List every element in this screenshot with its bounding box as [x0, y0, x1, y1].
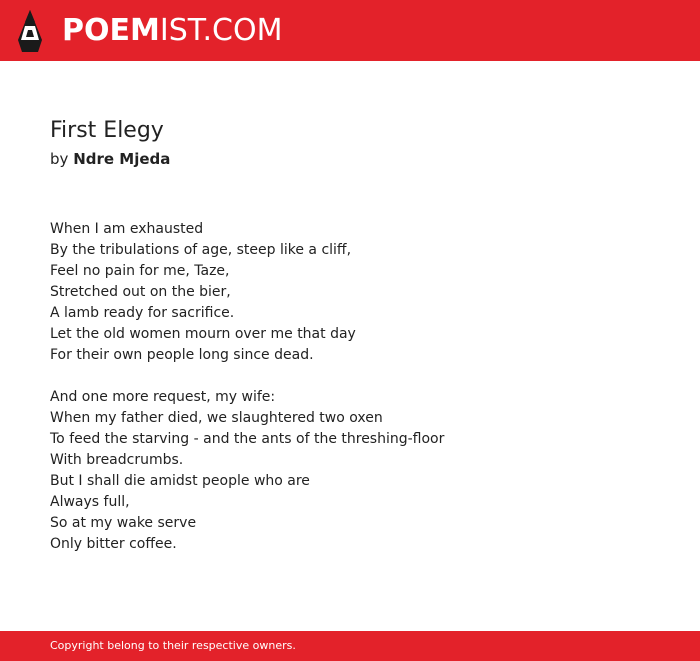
- logo-text-light: IST.COM: [159, 13, 283, 48]
- poem-body: [50, 219, 670, 576]
- poem-line: With breadcrumbs.: [50, 452, 184, 468]
- author-name: Ndre Mjeda: [73, 150, 171, 168]
- byline: [50, 148, 170, 170]
- poem-line: But I shall die amidst people who are: [50, 473, 310, 489]
- poem-line: Let the old women mourn over me that day: [50, 326, 356, 342]
- by-label: by: [50, 150, 69, 168]
- poem-line: By the tribulations of age, steep like a cliff,: [50, 242, 352, 258]
- poem-line: To feed the starving - and the ants of the threshing-floor: [50, 431, 445, 447]
- pencil-icon[interactable]: [18, 10, 42, 52]
- site-footer: [0, 631, 700, 661]
- poem-line: When I am exhausted: [50, 221, 204, 237]
- stanza: [50, 387, 670, 555]
- site-header: [0, 0, 700, 61]
- poem-line: Feel no pain for me, Taze,: [50, 263, 230, 279]
- site-logo[interactable]: [62, 11, 282, 51]
- poem-line: And one more request, my wife:: [50, 389, 276, 405]
- stanza: [50, 219, 670, 366]
- poem-line: So at my wake serve: [50, 515, 197, 531]
- poem-line: Always full,: [50, 494, 130, 510]
- copyright-text: Copyright belong to their respective owners.: [50, 639, 296, 652]
- poem-title: First Elegy: [50, 118, 164, 143]
- poem-line: When my father died, we slaughtered two oxen: [50, 410, 383, 426]
- poem-line: Stretched out on the bier,: [50, 284, 231, 300]
- poem-line: Only bitter coffee.: [50, 536, 177, 552]
- logo-text-strong: POEM: [62, 13, 160, 48]
- poem-line: A lamb ready for sacrifice.: [50, 305, 235, 321]
- poem-line: For their own people long since dead.: [50, 347, 314, 363]
